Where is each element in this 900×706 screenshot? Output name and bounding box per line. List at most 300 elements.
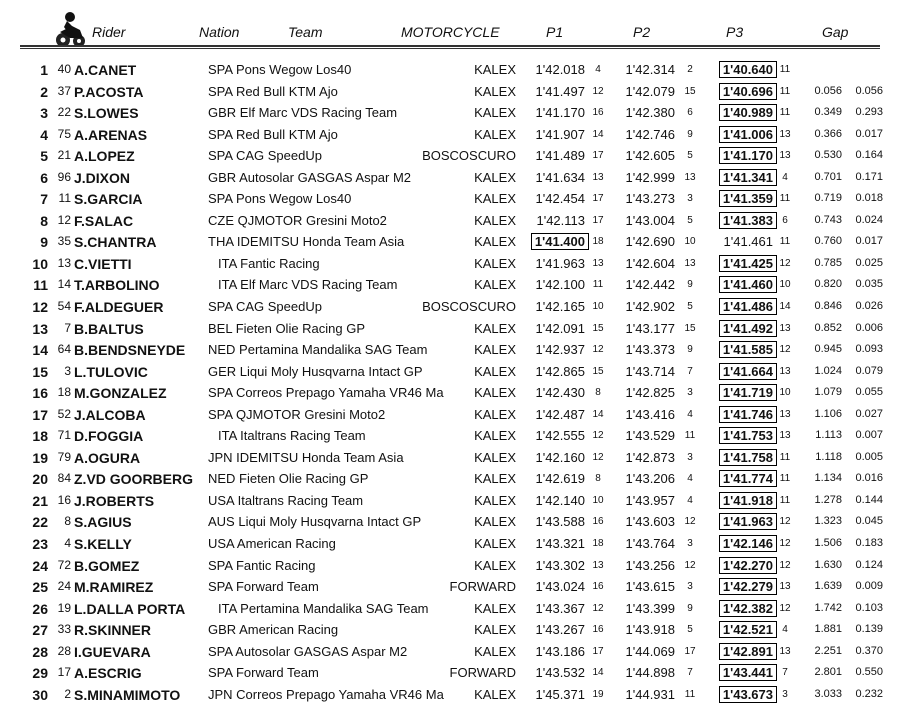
gap-first-cell: 1.024 [814, 364, 842, 377]
table-row [0, 599, 900, 621]
position-cell: 3 [40, 105, 48, 122]
rider-name-cell: J.ALCOBA [74, 406, 146, 423]
rider-number-cell: 28 [57, 643, 71, 658]
position-cell: 12 [32, 299, 48, 316]
gap-first-cell: 1.118 [815, 450, 842, 463]
table-row [0, 405, 900, 427]
position-cell: 28 [32, 643, 48, 660]
motorcycle-cell: KALEX [474, 105, 516, 121]
gap-first-cell: 2.251 [814, 644, 842, 657]
p1-lap-cell: 17 [592, 150, 604, 162]
best-lap-time: 1'41.664 [719, 363, 777, 380]
p1-lap-cell: 12 [592, 85, 604, 97]
motorcycle-cell: BOSCOSCURO [422, 148, 516, 164]
gap-first-cell: 3.033 [814, 687, 842, 700]
table-row [0, 620, 900, 642]
rider-number-cell: 22 [57, 105, 71, 120]
table-row [0, 297, 900, 319]
table-row [0, 82, 900, 104]
rider-number-cell: 54 [57, 299, 71, 314]
p2-time-cell: 1'43.373 [625, 342, 675, 358]
gap-first-cell: 1.881 [814, 623, 842, 636]
p3-time-cell [703, 644, 773, 659]
nation-team-cell: SPA CAG SpeedUp [208, 148, 322, 164]
p1-time-cell [520, 234, 585, 249]
table-row [0, 448, 900, 470]
header-divider [20, 48, 880, 49]
rider-name-cell: A.LOPEZ [74, 148, 135, 165]
p2-lap-cell: 3 [687, 193, 693, 205]
p1-time-cell: 1'43.588 [535, 514, 585, 530]
table-row [0, 534, 900, 556]
motorcycle-cell: BOSCOSCURO [422, 299, 516, 315]
p3-lap-cell: 12 [779, 257, 791, 269]
p2-time-cell: 1'43.918 [625, 622, 675, 638]
best-lap-time: 1'41.585 [719, 341, 777, 358]
rider-name-cell: S.LOWES [74, 105, 139, 122]
p2-lap-cell: 11 [684, 688, 696, 700]
nation-team-cell: THA IDEMITSU Honda Team Asia [208, 234, 405, 250]
p1-lap-cell: 13 [592, 171, 604, 183]
p1-time-cell: 1'42.140 [535, 492, 585, 508]
rider-number-cell: 3 [64, 363, 71, 378]
motorcycle-cell: KALEX [474, 686, 516, 702]
p3-lap-cell: 11 [779, 193, 791, 205]
p2-lap-cell: 5 [687, 214, 693, 226]
p2-lap-cell: 12 [684, 516, 696, 528]
p2-time-cell: 1'43.764 [625, 536, 675, 552]
p2-lap-cell: 10 [684, 236, 696, 248]
p3-time-cell [703, 428, 773, 443]
best-lap-time: 1'41.753 [719, 427, 777, 444]
table-row [0, 556, 900, 578]
nation-team-cell: GBR Autosolar GASGAS Aspar M2 [208, 169, 412, 185]
p1-time-cell: 1'42.937 [535, 342, 585, 358]
nation-team-cell: NED Fieten Olie Racing GP [208, 471, 369, 487]
p2-lap-cell: 9 [687, 128, 693, 140]
p3-time-cell [703, 514, 773, 529]
gap-previous-cell: 0.144 [855, 493, 883, 506]
motorcycle-cell: KALEX [474, 277, 516, 293]
rider-number-cell: 84 [57, 471, 71, 486]
p3-time-cell [703, 84, 773, 99]
gap-first-cell: 0.530 [814, 149, 842, 162]
gap-column-header: Gap [822, 24, 849, 40]
position-cell: 6 [40, 169, 48, 186]
table-row [0, 340, 900, 362]
p3-lap-cell: 13 [779, 365, 791, 377]
p2-lap-cell: 5 [687, 301, 693, 313]
nation-team-cell: NED Pertamina Mandalika SAG Team [208, 342, 428, 358]
rider-number-cell: 72 [57, 557, 71, 572]
gap-previous-cell: 0.027 [855, 407, 883, 420]
p2-time-cell: 1'43.416 [625, 406, 675, 422]
best-lap-time: 1'41.425 [719, 255, 777, 272]
position-cell: 17 [32, 406, 48, 423]
nation-team-cell: ITA Pertamina Mandalika SAG Team [218, 600, 429, 616]
gap-previous-cell: 0.550 [855, 666, 883, 679]
gap-previous-cell: 0.007 [855, 429, 883, 442]
best-lap-time: 1'41.918 [719, 492, 777, 509]
rider-number-cell: 35 [57, 234, 71, 249]
p3-time-cell [703, 321, 773, 336]
rider-number-cell: 52 [57, 406, 71, 421]
motorcycle-cell: KALEX [474, 212, 516, 228]
table-row [0, 642, 900, 664]
rider-number-cell: 7 [64, 320, 71, 335]
nation-team-cell: ITA Fantic Racing [218, 255, 320, 271]
position-cell: 4 [40, 126, 48, 143]
position-cell: 2 [40, 83, 48, 100]
gap-previous-cell: 0.017 [855, 235, 883, 248]
rider-name-cell: S.CHANTRA [74, 234, 157, 251]
rider-name-cell: B.GOMEZ [74, 557, 140, 574]
position-cell: 15 [32, 363, 48, 380]
p1-lap-cell: 15 [592, 365, 604, 377]
p3-lap-cell: 4 [782, 171, 788, 183]
nation-team-cell: SPA Pons Wegow Los40 [208, 62, 352, 77]
p2-time-cell: 1'42.605 [625, 148, 675, 164]
p3-time-cell [703, 579, 773, 594]
p2-time-cell: 1'42.380 [625, 105, 675, 121]
position-cell: 16 [32, 385, 48, 402]
p3-lap-cell: 13 [779, 128, 791, 140]
nation-team-cell: SPA QJMOTOR Gresini Moto2 [208, 406, 386, 422]
gap-previous-cell: 0.124 [855, 558, 883, 571]
rider-name-cell: L.DALLA PORTA [74, 600, 186, 617]
gap-previous-cell: 0.055 [855, 386, 883, 399]
nation-team-cell: CZE QJMOTOR Gresini Moto2 [208, 212, 387, 228]
p2-lap-cell: 6 [687, 107, 693, 119]
nation-team-cell: GBR American Racing [208, 622, 339, 638]
gap-previous-cell: 0.093 [855, 343, 883, 356]
p1-time-cell: 1'43.267 [535, 622, 585, 638]
gap-first-cell: 0.846 [814, 300, 842, 313]
p1-lap-cell: 10 [592, 494, 604, 506]
motorcycle-cell: FORWARD [449, 665, 516, 681]
motorcycle-cell: KALEX [474, 557, 516, 573]
gap-first-cell: 1.639 [814, 580, 842, 593]
p3-column-header: P3 [726, 24, 744, 40]
gap-first-cell: 0.719 [814, 192, 842, 205]
best-lap-time: 1'41.492 [719, 320, 777, 337]
p1-time-cell: 1'41.907 [535, 126, 585, 142]
p1-lap-cell: 16 [592, 624, 604, 636]
p1-time-cell: 1'41.497 [535, 83, 585, 99]
gap-previous-cell: 0.005 [855, 450, 883, 463]
position-cell: 9 [40, 234, 48, 251]
p2-time-cell: 1'43.004 [625, 212, 675, 228]
best-lap-time: 1'41.719 [719, 384, 777, 401]
p3-lap-cell: 12 [779, 516, 791, 528]
p1-lap-cell: 10 [592, 301, 604, 313]
gap-first-cell: 1.323 [814, 515, 842, 528]
gap-first-cell: 0.820 [814, 278, 842, 291]
gap-first-cell: 0.945 [814, 343, 842, 356]
rider-number-cell: 96 [57, 169, 71, 184]
p2-lap-cell: 13 [684, 257, 696, 269]
motorcycle-cell: FORWARD [449, 579, 516, 595]
motorcycle-cell: KALEX [474, 385, 516, 401]
rider-number-cell: 12 [57, 212, 71, 227]
p3-lap-cell: 13 [779, 430, 791, 442]
gap-previous-cell: 0.024 [855, 213, 883, 226]
p2-lap-cell: 7 [687, 365, 693, 377]
best-lap-time: 1'41.400 [531, 233, 589, 250]
best-lap-time: 1'42.279 [719, 578, 777, 595]
p3-lap-cell: 11 [779, 236, 791, 248]
nation-team-cell: USA Italtrans Racing Team [208, 492, 364, 508]
rider-name-cell: M.RAMIREZ [74, 579, 154, 596]
gap-first-cell: 1.742 [814, 601, 842, 614]
p1-time-cell: 1'41.489 [535, 148, 585, 164]
gap-previous-cell: 0.079 [855, 364, 883, 377]
best-lap-time: 1'40.989 [719, 104, 777, 121]
p3-lap-cell: 4 [782, 624, 788, 636]
best-lap-time: 1'42.382 [719, 600, 777, 617]
p3-time-cell [703, 622, 773, 637]
motorcycle-cell: KALEX [474, 449, 516, 465]
p3-lap-cell: 12 [779, 344, 791, 356]
gap-first-cell: 1.134 [814, 472, 842, 485]
rider-number-cell: 16 [57, 492, 71, 507]
nation-team-cell: ITA Italtrans Racing Team [218, 428, 366, 444]
best-lap-time: 1'41.383 [719, 212, 777, 229]
p1-time-cell: 1'41.963 [535, 255, 585, 271]
nation-team-cell: GBR Elf Marc VDS Racing Team [208, 105, 398, 121]
rider-name-cell: J.ROBERTS [74, 492, 155, 509]
p2-lap-cell: 2 [687, 64, 693, 75]
motorcycle-cell: KALEX [474, 320, 516, 336]
p2-column-header: P2 [633, 24, 651, 40]
rider-number-cell: 71 [57, 428, 71, 443]
p1-time-cell: 1'42.555 [535, 428, 585, 444]
motorcycle-cell: KALEX [474, 643, 516, 659]
p3-time-cell [703, 213, 773, 228]
p3-time-cell [703, 536, 773, 551]
motorcycle-cell: KALEX [474, 234, 516, 250]
p2-time-cell: 1'42.604 [625, 255, 675, 271]
nation-team-cell: SPA Red Bull KTM Ajo [208, 83, 338, 99]
p3-lap-cell: 10 [779, 279, 791, 291]
best-lap-time: 1'42.146 [719, 535, 777, 552]
table-row [0, 577, 900, 599]
gap-previous-cell: 0.006 [855, 321, 883, 334]
p1-lap-cell: 17 [592, 214, 604, 226]
position-cell: 18 [32, 428, 48, 445]
gap-previous-cell: 0.171 [855, 170, 883, 183]
p3-time-cell [703, 105, 773, 120]
p2-time-cell: 1'43.615 [625, 579, 675, 595]
p3-lap-cell: 11 [779, 494, 791, 506]
p1-lap-cell: 18 [592, 236, 604, 248]
rider-name-cell: A.ARENAS [74, 126, 148, 143]
rider-name-cell: Z.VD GOORBERG [74, 471, 194, 488]
p3-time-cell: 1'41.461 [723, 234, 773, 250]
gap-previous-cell: 0.164 [855, 149, 883, 162]
rider-name-cell: P.ACOSTA [74, 83, 144, 100]
p2-time-cell: 1'42.314 [625, 62, 675, 77]
p2-time-cell: 1'43.603 [625, 514, 675, 530]
p2-time-cell: 1'43.399 [625, 600, 675, 616]
rider-name-cell: L.TULOVIC [74, 363, 148, 380]
p2-lap-cell: 3 [687, 538, 693, 550]
p3-lap-cell: 7 [782, 667, 788, 679]
rider-name-cell: T.ARBOLINO [74, 277, 160, 294]
gap-previous-cell: 0.025 [855, 256, 883, 269]
rider-name-cell: C.VIETTI [74, 255, 132, 272]
p3-time-cell [703, 299, 773, 314]
p3-time-cell [703, 558, 773, 573]
p2-lap-cell: 11 [684, 430, 696, 442]
best-lap-time: 1'42.270 [719, 557, 777, 574]
position-cell: 13 [32, 320, 48, 337]
p3-lap-cell: 13 [779, 645, 791, 657]
p3-lap-cell: 13 [779, 408, 791, 420]
p1-lap-cell: 8 [595, 473, 601, 485]
motorcycle-cell: KALEX [474, 255, 516, 271]
best-lap-time: 1'41.460 [719, 276, 777, 293]
best-lap-time: 1'41.746 [719, 406, 777, 423]
p1-time-cell: 1'42.113 [536, 212, 585, 228]
p1-time-cell: 1'42.100 [535, 277, 585, 293]
table-row [0, 275, 900, 297]
p3-time-cell [703, 407, 773, 422]
p1-lap-cell: 8 [595, 387, 601, 399]
best-lap-time: 1'41.963 [719, 513, 777, 530]
p1-time-cell: 1'43.321 [535, 536, 585, 552]
p1-time-cell: 1'42.619 [535, 471, 585, 487]
motorcycle-cell: KALEX [474, 62, 516, 77]
position-cell: 24 [32, 557, 48, 574]
nation-team-cell: SPA Autosolar GASGAS Aspar M2 [208, 643, 408, 659]
p2-lap-cell: 9 [687, 279, 693, 291]
rider-name-cell: A.ESCRIG [74, 665, 142, 682]
position-cell: 7 [40, 191, 48, 208]
position-cell: 20 [32, 471, 48, 488]
nation-team-cell: USA American Racing [208, 536, 336, 552]
rider-name-cell: S.KELLY [74, 536, 132, 553]
gap-previous-cell: 0.056 [855, 84, 883, 97]
best-lap-time: 1'43.673 [719, 686, 777, 703]
p3-time-cell [703, 450, 773, 465]
p3-lap-cell: 12 [779, 602, 791, 614]
gap-first-cell: 0.852 [814, 321, 842, 334]
nation-team-cell: AUS Liqui Moly Husqvarna Intact GP [208, 514, 422, 530]
table-row [0, 512, 900, 534]
best-lap-time: 1'41.006 [719, 126, 777, 143]
p2-lap-cell: 3 [687, 581, 693, 593]
motorcycle-cell: KALEX [474, 342, 516, 358]
p1-time-cell: 1'41.634 [535, 169, 585, 185]
p2-time-cell: 1'44.931 [625, 686, 675, 702]
p2-time-cell: 1'42.690 [625, 234, 675, 250]
best-lap-time: 1'41.359 [719, 190, 777, 207]
table-row [0, 319, 900, 341]
gap-first-cell: 1.506 [814, 537, 842, 550]
gap-previous-cell: 0.017 [855, 127, 883, 140]
rider-number-cell: 79 [57, 449, 71, 464]
p2-time-cell: 1'42.999 [625, 169, 675, 185]
gap-previous-cell: 0.293 [855, 106, 883, 119]
rider-name-cell: S.AGIUS [74, 514, 132, 531]
p1-time-cell: 1'42.091 [535, 320, 585, 336]
p3-time-cell [703, 342, 773, 357]
rider-name-cell: S.MINAMIMOTO [74, 686, 181, 703]
gap-first-cell: 0.349 [814, 106, 842, 119]
p2-time-cell: 1'42.442 [625, 277, 675, 293]
rider-number-cell: 21 [57, 148, 71, 163]
rider-number-cell: 40 [57, 62, 71, 76]
p3-lap-cell: 13 [779, 150, 791, 162]
table-row [0, 60, 900, 82]
gap-first-cell: 1.278 [814, 493, 842, 506]
nation-team-cell: SPA Forward Team [208, 665, 319, 681]
p2-time-cell: 1'42.825 [625, 385, 675, 401]
p3-lap-cell: 11 [779, 107, 791, 119]
rider-number-cell: 33 [57, 622, 71, 637]
table-row [0, 663, 900, 685]
p1-column-header: P1 [546, 24, 564, 40]
position-cell: 25 [32, 579, 48, 596]
p1-time-cell: 1'42.454 [535, 191, 585, 207]
p1-time-cell: 1'43.186 [535, 643, 585, 659]
rider-name-cell: B.BENDSNEYDE [74, 342, 186, 359]
p1-lap-cell: 12 [592, 451, 604, 463]
table-row [0, 491, 900, 513]
p3-time-cell [703, 364, 773, 379]
position-cell: 1 [40, 62, 48, 78]
gap-previous-cell: 0.016 [855, 472, 883, 485]
p2-lap-cell: 15 [684, 85, 696, 97]
motorcycle-cell: KALEX [474, 471, 516, 487]
p2-time-cell: 1'42.746 [625, 126, 675, 142]
p2-lap-cell: 9 [687, 602, 693, 614]
gap-previous-cell: 0.103 [855, 601, 883, 614]
position-cell: 30 [32, 686, 48, 703]
table-row [0, 685, 900, 706]
p2-time-cell: 1'43.256 [625, 557, 675, 573]
p1-time-cell: 1'42.160 [535, 449, 585, 465]
position-cell: 19 [32, 449, 48, 466]
gap-previous-cell: 0.045 [855, 515, 883, 528]
rider-number-cell: 37 [57, 83, 71, 98]
p1-lap-cell: 14 [592, 667, 604, 679]
nation-team-cell: SPA Pons Wegow Los40 [208, 191, 352, 207]
p2-lap-cell: 4 [687, 473, 693, 485]
motorcycle-cell: KALEX [474, 514, 516, 530]
rider-number-cell: 17 [57, 665, 71, 680]
p3-time-cell [703, 127, 773, 142]
rider-number-cell: 64 [57, 342, 71, 357]
p2-time-cell: 1'42.873 [625, 449, 675, 465]
p1-time-cell: 1'42.165 [535, 299, 585, 315]
p2-lap-cell: 4 [687, 408, 693, 420]
nation-team-cell: SPA CAG SpeedUp [208, 299, 322, 315]
best-lap-time: 1'41.170 [719, 147, 777, 164]
rider-number-cell: 4 [64, 536, 71, 551]
position-cell: 21 [32, 492, 48, 509]
gap-first-cell: 0.701 [814, 170, 842, 183]
p2-time-cell: 1'42.902 [625, 299, 675, 315]
rider-number-cell: 24 [57, 579, 71, 594]
p3-time-cell [703, 601, 773, 616]
position-cell: 27 [32, 622, 48, 639]
gap-previous-cell: 0.035 [855, 278, 883, 291]
table-row [0, 125, 900, 147]
p1-time-cell: 1'42.487 [535, 406, 585, 422]
best-lap-time: 1'42.891 [719, 643, 777, 660]
